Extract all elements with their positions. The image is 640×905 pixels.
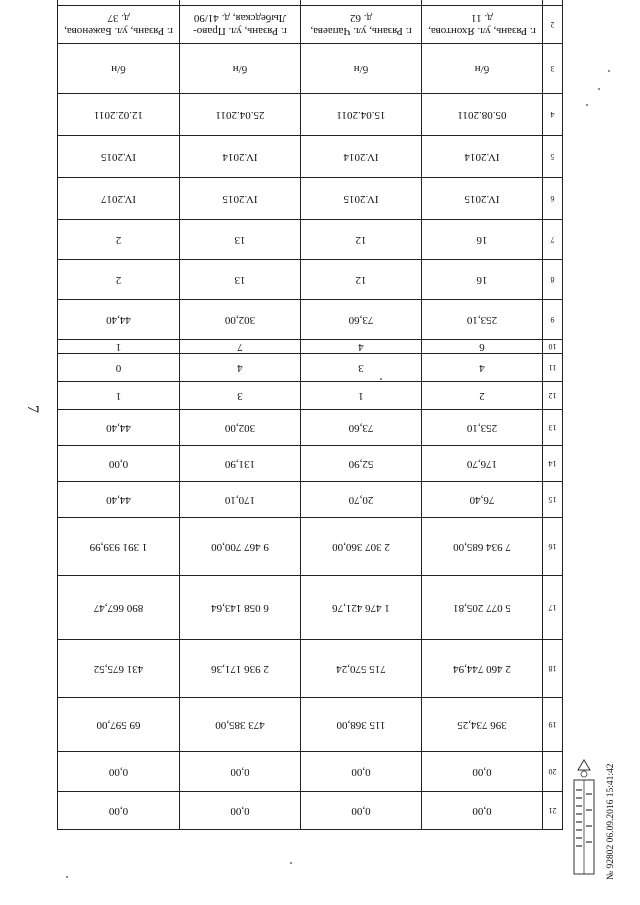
table-cell: 44,40 xyxy=(58,482,180,518)
table-cell: 473 385,00 xyxy=(180,698,301,752)
table-cell: 431 675,52 xyxy=(58,640,180,698)
table-column-18 xyxy=(58,640,563,698)
data-table xyxy=(57,0,563,830)
table-cell: 4 xyxy=(422,354,543,382)
table-cell: 76,40 xyxy=(422,482,543,518)
table-cell: б/н xyxy=(58,44,180,94)
table-cell: 52,90 xyxy=(301,446,422,482)
column-number: 2 xyxy=(543,6,563,44)
table-cell: 1 xyxy=(58,382,180,410)
table-cell: 73,60 xyxy=(301,410,422,446)
table-cell xyxy=(422,0,543,6)
column-number: 5 xyxy=(543,136,563,178)
table-cell: 1 476 421,76 xyxy=(301,576,422,640)
table-column-7 xyxy=(58,220,563,260)
table-cell: 1 391 939,99 xyxy=(58,518,180,576)
table-cell xyxy=(301,0,422,6)
table-cell: 0,00 xyxy=(180,752,301,792)
table-cell: 2 460 744,94 xyxy=(422,640,543,698)
table-cell: г. Рязань, ул. Баженова, д. 37 xyxy=(58,6,180,44)
notary-stamp-logo xyxy=(566,740,600,880)
table-cell: 2 xyxy=(58,260,180,300)
table-cell: 0,00 xyxy=(422,752,543,792)
column-number: 3 xyxy=(543,44,563,94)
table-cell: 396 734,25 xyxy=(422,698,543,752)
table-cell: IV.2014 xyxy=(422,136,543,178)
data-table-rotated xyxy=(58,12,563,830)
table-cell: IV.2015 xyxy=(58,136,180,178)
column-number: 15 xyxy=(543,482,563,518)
column-number: 9 xyxy=(543,300,563,340)
table-cell: г. Рязань, ул. Яхонтова, д. 11 xyxy=(422,6,543,44)
table-column-8 xyxy=(58,260,563,300)
table-cell: 9 467 700,00 xyxy=(180,518,301,576)
table-column-6 xyxy=(58,178,563,220)
table-cell: 7 xyxy=(180,340,301,354)
column-number: 13 xyxy=(543,410,563,446)
table-cell: IV.2014 xyxy=(301,136,422,178)
table-cell: 0,00 xyxy=(58,446,180,482)
table-cell: 115 368,00 xyxy=(301,698,422,752)
table-cell: 0 xyxy=(58,354,180,382)
table-cell: б/н xyxy=(422,44,543,94)
table-cell: 253,10 xyxy=(422,410,543,446)
table-cell: 253,10 xyxy=(422,300,543,340)
table-column-4 xyxy=(58,94,563,136)
column-number: 16 xyxy=(543,518,563,576)
column-number: 14 xyxy=(543,446,563,482)
table-cell: г. Рязань, ул. Право-Лыбедская, д. 41/90 xyxy=(180,6,301,44)
table-column-12 xyxy=(58,382,563,410)
table-cell: 176,70 xyxy=(422,446,543,482)
table-cell: 69 597,00 xyxy=(58,698,180,752)
column-number: 10 xyxy=(543,340,563,354)
table-cell: 25.04.2011 xyxy=(180,94,301,136)
table-cell: 15.04.2011 xyxy=(301,94,422,136)
column-number: 12 xyxy=(543,382,563,410)
table-cell: IV.2015 xyxy=(301,178,422,220)
column-number: 4 xyxy=(543,94,563,136)
table-cell: 3 xyxy=(301,354,422,382)
table-column-13 xyxy=(58,410,563,446)
page-number: 7 xyxy=(24,405,41,413)
table-cell: 13 xyxy=(180,220,301,260)
scan-speck xyxy=(290,862,292,864)
table-cell: 2 xyxy=(58,220,180,260)
table-cell xyxy=(180,0,301,6)
table-column-2 xyxy=(58,6,563,44)
table-cell: 5 077 205,81 xyxy=(422,576,543,640)
column-number: 11 xyxy=(543,354,563,382)
table-cell: 715 570,24 xyxy=(301,640,422,698)
table-column-1 xyxy=(58,0,563,6)
table-cell: 4 xyxy=(180,354,301,382)
table-cell: 6 xyxy=(422,340,543,354)
scan-speck xyxy=(586,104,588,106)
registration-stamp xyxy=(606,730,620,890)
scan-speck xyxy=(380,378,382,380)
scan-speck xyxy=(608,70,610,72)
table-cell: IV.2015 xyxy=(180,178,301,220)
table-cell: б/н xyxy=(180,44,301,94)
table-column-21 xyxy=(58,792,563,830)
table-cell: 302,00 xyxy=(180,300,301,340)
table-column-16 xyxy=(58,518,563,576)
table-cell: 0,00 xyxy=(301,752,422,792)
table-cell: б/н xyxy=(301,44,422,94)
table-cell: 05.08.2011 xyxy=(422,94,543,136)
table-column-20 xyxy=(58,752,563,792)
table-column-10 xyxy=(58,340,563,354)
table-cell: 131,90 xyxy=(180,446,301,482)
scan-speck xyxy=(66,876,68,878)
column-number: 7 xyxy=(543,220,563,260)
table-cell: 12 xyxy=(301,220,422,260)
table-cell: 890 667,47 xyxy=(58,576,180,640)
table-cell: 16 xyxy=(422,260,543,300)
table-cell: 4 xyxy=(301,340,422,354)
table-cell: 0,00 xyxy=(422,792,543,830)
column-number xyxy=(543,0,563,6)
table-cell: 12.02.2011 xyxy=(58,94,180,136)
table-column-3 xyxy=(58,44,563,94)
table-cell: 302,00 xyxy=(180,410,301,446)
table-cell: 0,00 xyxy=(180,792,301,830)
table-cell: IV.2017 xyxy=(58,178,180,220)
column-number: 18 xyxy=(543,640,563,698)
table-cell: 170,10 xyxy=(180,482,301,518)
table-cell: 1 xyxy=(301,382,422,410)
table-column-5 xyxy=(58,136,563,178)
table-cell: 44,40 xyxy=(58,410,180,446)
table-cell: 2 936 171,36 xyxy=(180,640,301,698)
column-number: 19 xyxy=(543,698,563,752)
table-column-9 xyxy=(58,300,563,340)
table-column-14 xyxy=(58,446,563,482)
table-cell: 13 xyxy=(180,260,301,300)
table-cell: 0,00 xyxy=(58,752,180,792)
column-number: 21 xyxy=(543,792,563,830)
table-cell: г. Рязань, ул. Чапаева, д. 62 xyxy=(301,6,422,44)
column-number: 8 xyxy=(543,260,563,300)
table-cell: 16 xyxy=(422,220,543,260)
table-cell: 7 934 685,00 xyxy=(422,518,543,576)
table-cell xyxy=(58,0,180,6)
table-cell: 0,00 xyxy=(58,792,180,830)
table-cell: 20,70 xyxy=(301,482,422,518)
table-cell: 2 307 360,00 xyxy=(301,518,422,576)
table-cell: 12 xyxy=(301,260,422,300)
scan-speck xyxy=(598,88,600,90)
registration-stamp-text: № 92802 06.09.2016 15:41:42 xyxy=(606,763,616,880)
table-cell: 6 058 143,64 xyxy=(180,576,301,640)
table-column-15 xyxy=(58,482,563,518)
table-cell: 73,60 xyxy=(301,300,422,340)
table-column-11 xyxy=(58,354,563,382)
table-cell: 44,40 xyxy=(58,300,180,340)
column-number: 20 xyxy=(543,752,563,792)
table-cell: 3 xyxy=(180,382,301,410)
table-column-19 xyxy=(58,698,563,752)
table-cell: 0,00 xyxy=(301,792,422,830)
table-cell: 2 xyxy=(422,382,543,410)
column-number: 6 xyxy=(543,178,563,220)
table-cell: IV.2015 xyxy=(422,178,543,220)
table-cell: IV.2014 xyxy=(180,136,301,178)
table-column-17 xyxy=(58,576,563,640)
table-cell: 1 xyxy=(58,340,180,354)
column-number: 17 xyxy=(543,576,563,640)
